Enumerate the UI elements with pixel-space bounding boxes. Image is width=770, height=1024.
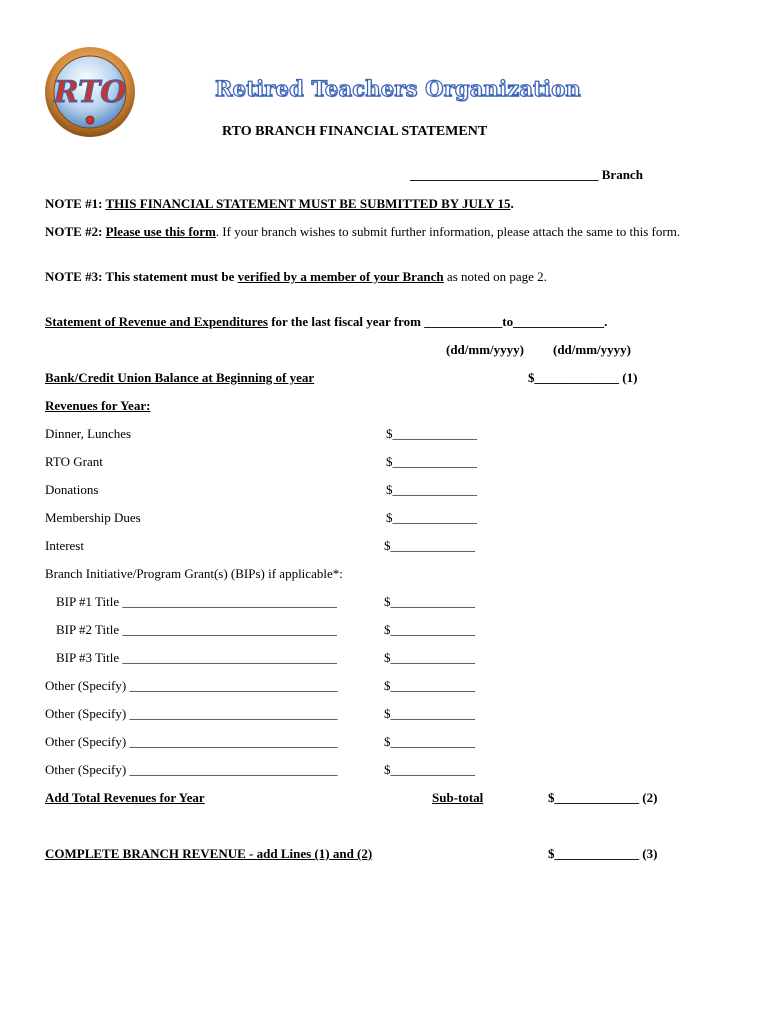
date-format-from: (dd/mm/yyyy)	[446, 342, 524, 357]
organization-name: Retired Teachers Organization	[215, 76, 581, 101]
balance-field[interactable]: $_____________ (1)	[528, 370, 638, 385]
bip-heading: Branch Initiative/Program Grant(s) (BIPs) if applicable*:	[45, 566, 343, 581]
revenue-amount-field[interactable]: $_____________	[386, 426, 477, 441]
note-1: NOTE #1: THIS FINANCIAL STATEMENT MUST BE SUBMITTED BY JULY 15.	[45, 196, 514, 211]
note-3: NOTE #3: This statement must be verified by a member of your Branch as noted on page 2.	[45, 269, 547, 284]
revenue-label: RTO Grant	[45, 454, 103, 469]
note-2: NOTE #2: Please use this form. If your branch wishes to submit further information, please attach the same to this form.	[45, 224, 681, 239]
revenue-label: Interest	[45, 538, 84, 553]
date-format-to: (dd/mm/yyyy)	[553, 342, 631, 357]
other-specify-field[interactable]: Other (Specify) ________________________________	[45, 734, 338, 749]
complete-revenue-field[interactable]: $_____________ (3)	[548, 846, 658, 861]
bip-amount-field[interactable]: $_____________	[384, 622, 475, 637]
other-amount-field[interactable]: $_____________	[384, 678, 475, 693]
subtotal-field[interactable]: $_____________ (2)	[548, 790, 658, 805]
other-specify-field[interactable]: Other (Specify) ________________________________	[45, 678, 338, 693]
other-amount-field[interactable]: $_____________	[384, 706, 475, 721]
revenue-amount-field[interactable]: $_____________	[386, 510, 477, 525]
bip-title-field[interactable]: BIP #2 Title _________________________________	[56, 622, 337, 637]
revenue-label: Membership Dues	[45, 510, 141, 525]
other-amount-field[interactable]: $_____________	[384, 734, 475, 749]
branch-name-line[interactable]: _____________________________ Branch	[410, 167, 643, 182]
revenues-heading: Revenues for Year:	[45, 398, 151, 413]
statement-heading: Statement of Revenue and Expenditures for the last fiscal year from ____________to______________.	[45, 314, 608, 329]
other-specify-field[interactable]: Other (Specify) ________________________________	[45, 762, 338, 777]
revenue-label: Dinner, Lunches	[45, 426, 132, 441]
bip-amount-field[interactable]: $_____________	[384, 594, 475, 609]
other-specify-field[interactable]: Other (Specify) ________________________________	[45, 706, 338, 721]
total-revenues-label: Add Total Revenues for Year	[45, 790, 205, 805]
bip-amount-field[interactable]: $_____________	[384, 650, 475, 665]
revenue-label: Donations	[45, 482, 99, 497]
complete-revenue-label: COMPLETE BRANCH REVENUE - add Lines (1) and (2)	[45, 846, 373, 861]
subtotal-label: Sub-total	[432, 790, 484, 805]
balance-label: Bank/Credit Union Balance at Beginning of year	[45, 370, 315, 385]
revenue-amount-field[interactable]: $_____________	[386, 454, 477, 469]
revenue-amount-field[interactable]: $_____________	[386, 482, 477, 497]
bip-title-field[interactable]: BIP #3 Title _________________________________	[56, 650, 337, 665]
bip-title-field[interactable]: BIP #1 Title _________________________________	[56, 594, 337, 609]
other-amount-field[interactable]: $_____________	[384, 762, 475, 777]
rto-logo	[44, 46, 136, 138]
logo-text: RTO	[53, 75, 127, 110]
statement-title: RTO BRANCH FINANCIAL STATEMENT	[222, 124, 488, 139]
revenue-amount-field[interactable]: $_____________	[384, 538, 475, 553]
